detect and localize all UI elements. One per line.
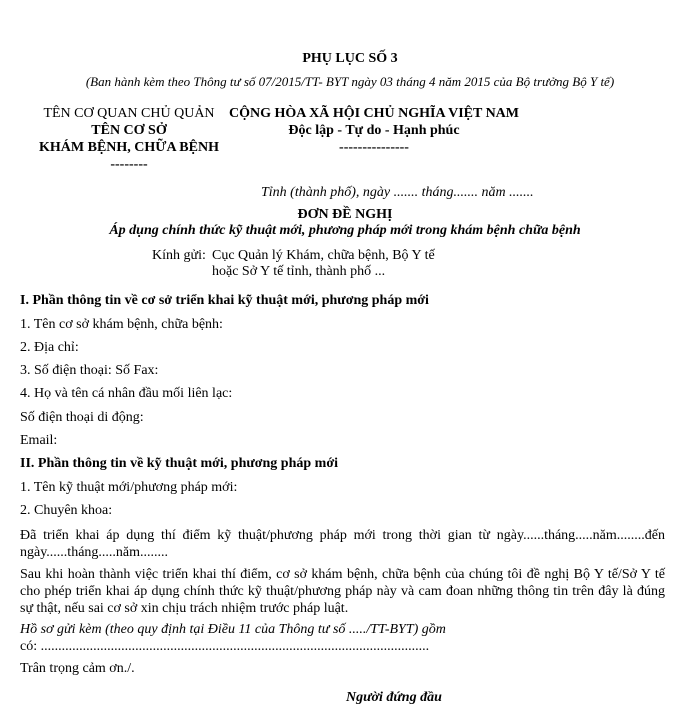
agency-header bbox=[14, 105, 244, 173]
closing-text: Trân trọng cảm ơn./. bbox=[20, 661, 135, 676]
national-title: CỘNG HÒA XÃ HỘI CHỦ NGHĨA VIỆT NAM bbox=[228, 106, 519, 121]
paragraph-commitment: Sau khi hoàn thành việc triển khai thí điểm, cơ sở khám bệnh, chữa bệnh của chúng tôi đề nghị Bộ Y tế/Sở Y tế cho phép triển khai áp dụng chính thức kỹ thuật/phương pháp này và cam đoan những thông tin trên đây là đúng sự thật, nếu sai cơ sở xin chịu trách nhiệm trước pháp luật. bbox=[20, 567, 665, 616]
recipient-line-2: hoặc Sở Y tế tỉnh, thành phố ... bbox=[212, 264, 386, 279]
recipient-line-1: Cục Quản lý Khám, chữa bệnh, Bộ Y tế bbox=[212, 248, 435, 263]
signature-title: Người đứng đầu bbox=[346, 690, 442, 705]
paragraph-trial-period: Đã triển khai áp dụng thí điểm kỹ thuật/phương pháp mới trong thời gian từ ngày......tháng.....năm........đến ngày......tháng.....năm........ bbox=[20, 528, 665, 560]
section1-item: 3. Số điện thoại: Số Fax: bbox=[20, 363, 159, 378]
section1-item: Số điện thoại di động: bbox=[20, 410, 144, 425]
date-line: Tỉnh (thành phố), ngày ....... tháng....... năm ....... bbox=[261, 185, 534, 200]
national-motto: Độc lập - Tự do - Hạnh phúc bbox=[288, 123, 460, 138]
attachments-line-2: có: ............................................................................................................... bbox=[20, 639, 430, 654]
section1-item: 1. Tên cơ sở khám bệnh, chữa bệnh: bbox=[20, 317, 223, 332]
agency-line-3: KHÁM BỆNH, CHỮA BỆNH bbox=[39, 140, 219, 155]
section2-item: 1. Tên kỹ thuật mới/phương pháp mới: bbox=[20, 480, 238, 495]
form-subtitle: Áp dụng chính thức kỹ thuật mới, phương pháp mới trong khám bệnh chữa bệnh bbox=[109, 223, 581, 238]
national-dashes: --------------- bbox=[339, 140, 409, 155]
national-header bbox=[224, 105, 524, 156]
agency-line-1: TÊN CƠ QUAN CHỦ QUẢN bbox=[43, 106, 215, 121]
form-title: ĐƠN ĐỀ NGHỊ bbox=[297, 207, 393, 222]
section1-item: 2. Địa chỉ: bbox=[20, 340, 79, 355]
section2-heading: II. Phần thông tin về kỹ thuật mới, phương pháp mới bbox=[20, 456, 338, 471]
agency-line-2: TÊN CƠ SỞ bbox=[91, 123, 167, 138]
appendix-subtitle: (Ban hành kèm theo Thông tư số 07/2015/TT- BYT ngày 03 tháng 4 năm 2015 của Bộ trưởng Bộ Y tế) bbox=[85, 74, 615, 89]
appendix-title: PHỤ LỤC SỐ 3 bbox=[302, 51, 398, 66]
section1-item: Email: bbox=[20, 433, 58, 448]
section1-item: 4. Họ và tên cá nhân đầu mối liên lạc: bbox=[20, 386, 233, 401]
recipient-label: Kính gửi: bbox=[152, 248, 206, 263]
section1-heading: I. Phần thông tin về cơ sở triển khai kỹ thuật mới, phương pháp mới bbox=[20, 293, 429, 308]
attachments-line-1: Hồ sơ gửi kèm (theo quy định tại Điều 11 của Thông tư số ...../TT-BYT) gồm bbox=[20, 622, 446, 637]
section2-item: 2. Chuyên khoa: bbox=[20, 503, 113, 518]
agency-dashes: -------- bbox=[110, 157, 148, 172]
